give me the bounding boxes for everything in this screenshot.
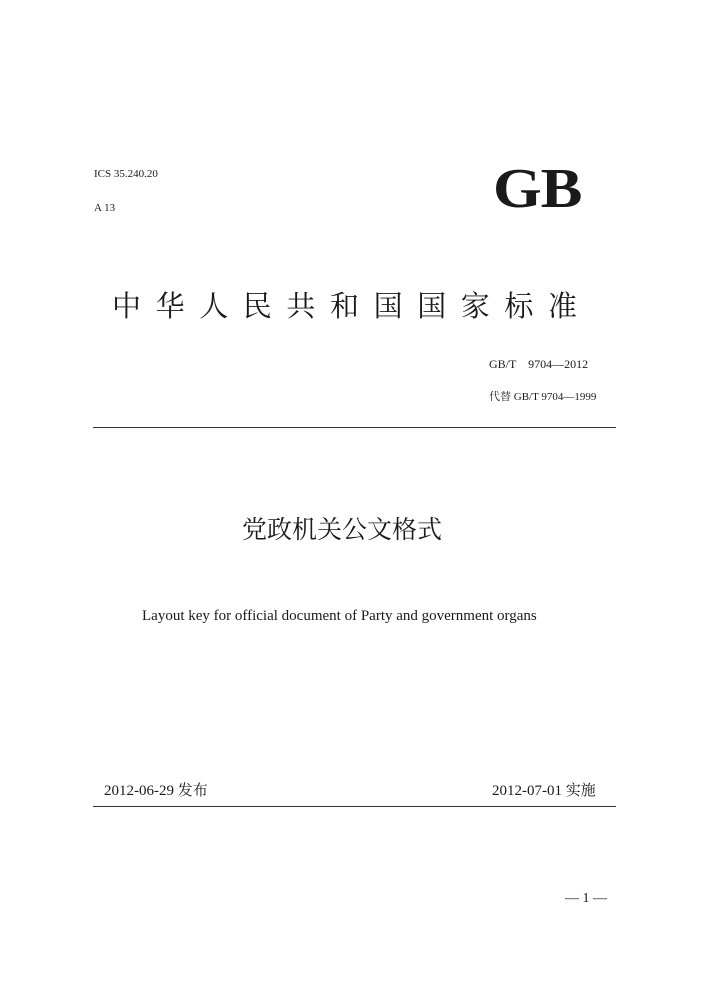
document-title-english: Layout key for official document of Party and government organs — [142, 608, 537, 624]
gb-logo: GB — [493, 158, 582, 220]
top-divider — [93, 427, 616, 428]
page-number: — 1 — — [565, 891, 607, 906]
ics-code: ICS 35.240.20 — [94, 168, 158, 180]
document-title-chinese: 党政机关公文格式 — [242, 515, 443, 544]
publication-date: 2012-06-29 发布 — [104, 783, 208, 799]
implementation-date: 2012-07-01 实施 — [492, 783, 596, 799]
standard-title: 中华人民共和国国家标准 — [112, 289, 592, 323]
classification-code: A 13 — [94, 202, 116, 214]
replaces-note: 代替 GB/T 9704—1999 — [489, 391, 597, 403]
bottom-divider — [93, 806, 616, 807]
standard-number: GB/T 9704—2012 — [489, 357, 589, 371]
